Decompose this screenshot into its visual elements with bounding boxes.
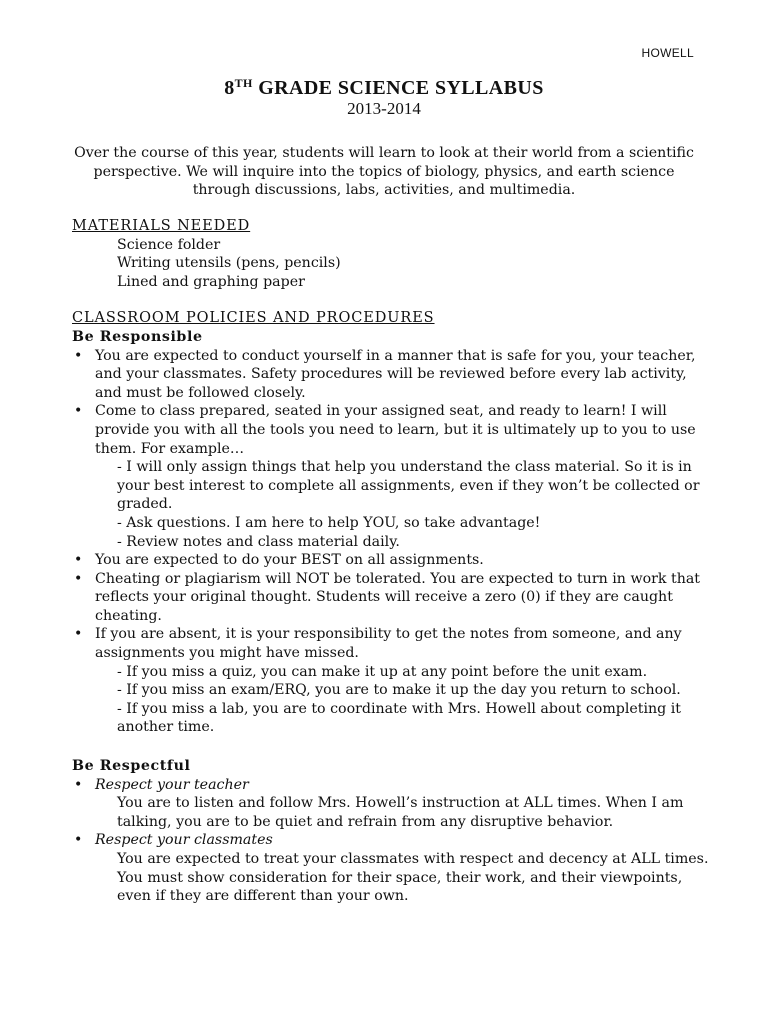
be-responsible-heading: Be Responsible bbox=[72, 328, 203, 345]
page-title bbox=[0, 74, 768, 98]
sub-point: - If you miss an exam/ERQ, you are to make it up the day you return to school. bbox=[117, 682, 681, 699]
material-item: Writing utensils (pens, pencils) bbox=[117, 255, 341, 272]
respect-classmates-text: You are expected to treat your classmates with respect and decency at ALL times. You must show consideration for their space, their work, and their viewpoints, even if they are different than your own. bbox=[117, 851, 709, 905]
material-item: Science folder bbox=[117, 236, 221, 253]
title-text: GRADE SCIENCE SYLLABUS bbox=[252, 77, 544, 99]
policies-heading: CLASSROOM POLICIES AND PROCEDURES bbox=[72, 310, 435, 327]
bullet-text: You are expected to conduct yourself in a manner that is safe for you, your teacher, and your classmates. Safety procedures will be reviewed before every lab activity, and must be followed closely. bbox=[95, 347, 696, 401]
title-superscript: TH bbox=[234, 76, 253, 90]
intro-line: Over the course of this year, students will learn to look at their world from a scientific bbox=[74, 145, 694, 161]
respect-teacher-text: You are to listen and follow Mrs. Howell’s instruction at ALL times. When I am talking, you are to be quiet and refrain from any disruptive behavior. bbox=[117, 795, 684, 830]
syllabus-content bbox=[72, 217, 712, 906]
materials-heading: MATERIALS NEEDED bbox=[72, 218, 251, 234]
list-item bbox=[72, 402, 712, 551]
teacher-name-header: HOWELL bbox=[641, 46, 694, 60]
bullet-text: Cheating or plagiarism will NOT be tolerated. You are expected to turn in work that reflects your original thought. Students will receive a zero (0) if they are caught cheating. bbox=[95, 570, 701, 624]
intro-paragraph bbox=[70, 144, 698, 200]
respectful-list bbox=[72, 776, 712, 906]
intro-line: through discussions, labs, activities, and multimedia. bbox=[192, 182, 576, 199]
respect-classmates-title: • Respect your classmates bbox=[95, 832, 273, 849]
sub-point: - I will only assign things that help you understand the class material. So it is in your best interest to complete all assignments, even if they won’t be collected or graded. bbox=[117, 459, 700, 513]
list-item bbox=[72, 551, 712, 570]
bullet-text: • Come to class prepared, seated in your assigned seat, and ready to learn! I will provide you with all the tools you need to learn, but it is ultimately up to you to use them. For example… bbox=[95, 403, 696, 457]
list-item bbox=[72, 831, 712, 905]
sub-point: - If you miss a quiz, you can make it up at any point before the unit exam. bbox=[117, 663, 648, 680]
list-item bbox=[72, 776, 712, 832]
responsible-list bbox=[72, 347, 712, 737]
sub-point: - If you miss a lab, you are to coordinate with Mrs. Howell about completing it another time. bbox=[117, 700, 682, 736]
sub-point: - Ask questions. I am here to help YOU, so take advantage! bbox=[117, 514, 541, 531]
bullet-text: • If you are absent, it is your responsibility to get the notes from someone, and any assignments you might have missed. bbox=[95, 626, 682, 662]
school-year: 2013-2014 bbox=[347, 99, 421, 118]
intro-line: perspective. We will inquire into the topics of biology, physics, and earth science bbox=[93, 163, 675, 180]
bullet-text: You are expected to do your BEST on all assignments. bbox=[95, 552, 484, 569]
list-item bbox=[72, 570, 712, 626]
be-respectful-heading: Be Respectful bbox=[72, 758, 191, 775]
list-item bbox=[72, 347, 712, 403]
list-item bbox=[72, 625, 712, 737]
material-item: Lined and graphing paper bbox=[117, 273, 305, 290]
title-grade: 8 bbox=[224, 77, 235, 99]
sub-point: - Review notes and class material daily. bbox=[117, 533, 400, 550]
respect-teacher-title: • Respect your teacher bbox=[95, 776, 249, 793]
